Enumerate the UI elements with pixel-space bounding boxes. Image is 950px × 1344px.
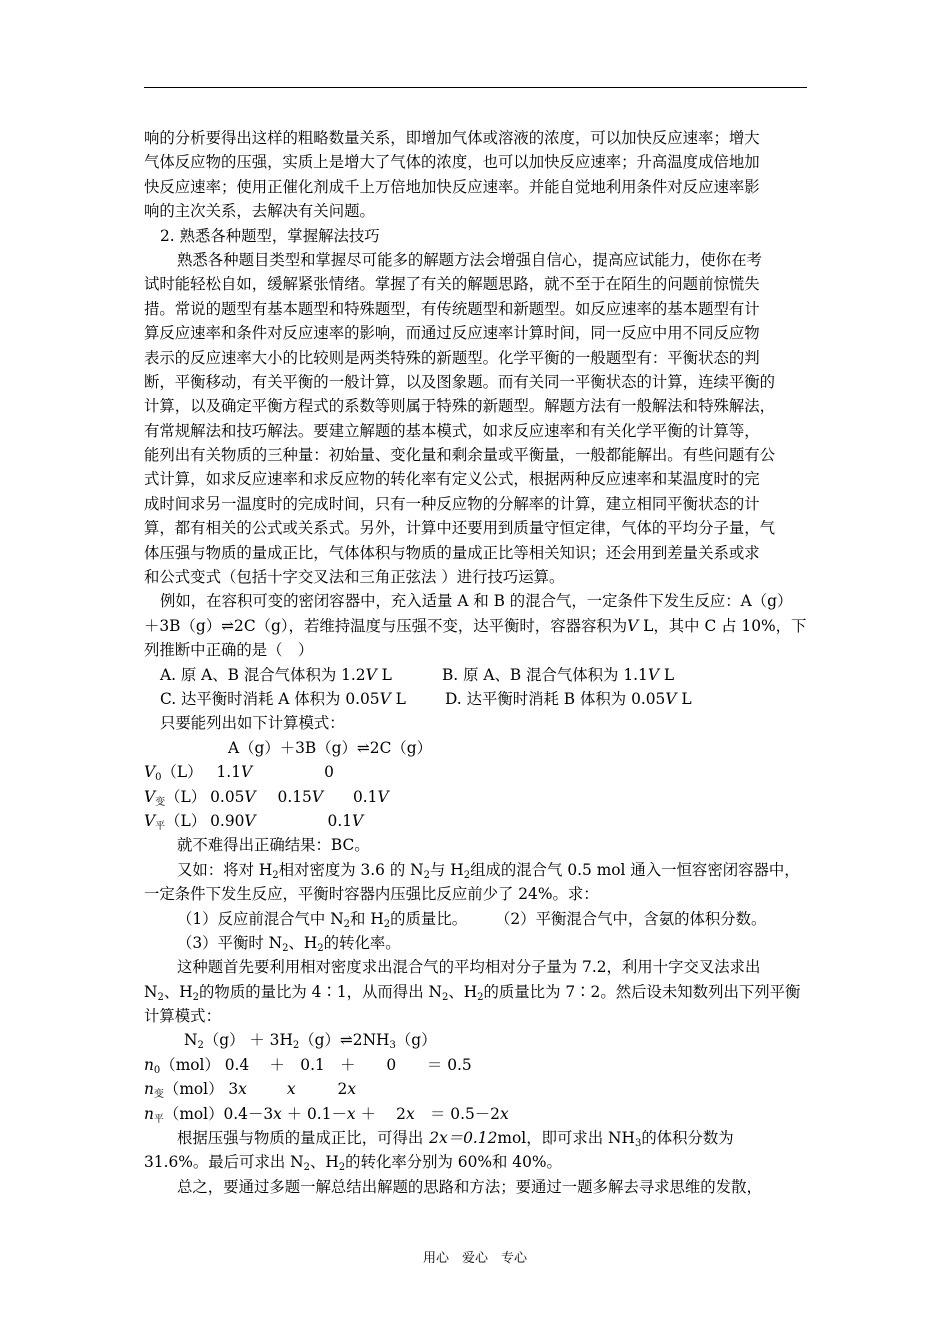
paragraph-line: 措。常说的题型有基本题型和特殊题型，有传统题型和新题型。如反应速率的基本题型有计	[144, 299, 760, 318]
paragraph-line: 断，平衡移动，有关平衡的一般计算，以及图象题。而有关同一平衡状态的计算，连续平衡的	[144, 372, 776, 391]
equilibrium-arrow-icon: ⇌	[356, 738, 370, 757]
calc-intro: 只要能列出如下计算模式：	[160, 714, 345, 733]
body-text	[144, 126, 812, 1199]
paragraph-line: 体压强与物质的量成正比，气体体积与物质的量成正比等相关知识；还会用到差量关系或求	[144, 543, 760, 562]
calc-row-v0: $V_0(L)$ 1.1V 0	[144, 763, 334, 784]
paragraph-line: 式计算，如求反应速率和求反应物的转化率有定义公式，根据两种反应速率和某温度时的完	[144, 470, 760, 489]
paragraph-line: 能列出有关物质的三种量：初始量、变化量和剩余量或平衡量，一般都能解出。有些问题有公	[144, 446, 776, 465]
example1-line: 列推断中正确的是（ ）	[144, 641, 314, 660]
example1-result: 就不难得出正确结果：BC。	[177, 836, 370, 855]
option-c: C. 达平衡时消耗 A 体积为 0.05V L	[160, 689, 406, 708]
paragraph-line: 和公式变式（包括十字交叉法和三角正弦法 ）进行技巧运算。	[144, 568, 565, 587]
question-1: （1）反应前混合气中 $N_2$和 $H_2$的质量比。	[177, 909, 468, 930]
question-2: （2）平衡混合气中，含氨的体积分数。	[495, 909, 767, 928]
result-line: 31.6%。最后可求出 $N_2$、$H_2$的转化率分别为 60%和 40%。	[144, 1153, 562, 1174]
calc-row-n0: $n_0(mol)$ 0.4 ＋ 0.1 ＋ 0 ＝ 0.5	[144, 1055, 472, 1076]
paragraph-line: 响的主次关系，去解决有关问题。	[144, 202, 375, 221]
reaction-equation: A（g）＋3B（g）⇌2C（g）	[228, 738, 432, 757]
paragraph-line: $N_2$、$H_2$的物质的量比为 4∶1，从而得出 $N_2$、$H_2$的质量比为 7∶2。然后设未知数列出下列平衡	[144, 982, 801, 1003]
section-heading: 2. 熟悉各种题型，掌握解法技巧	[160, 226, 380, 245]
paragraph-line: 算反应速率和条件对反应速率的影响，而通过反应速率计算时间，同一反应中用不同反应物	[144, 324, 760, 343]
header-rule	[144, 87, 807, 88]
paragraph-line: 响的分析要得出这样的粗略数量关系，即增加气体或溶液的浓度，可以加快反应速率；增大	[144, 129, 760, 147]
option-d: D. 达平衡时消耗 B 体积为 0.05V L	[445, 689, 692, 708]
paragraph-line: 这种题首先要利用相对密度求出混合气的平均相对分子量为 7.2，利用十字交叉法求出	[177, 958, 761, 977]
paragraph-line: 计算模式：	[144, 1007, 221, 1026]
paragraph-line: 有常规解法和技巧解法。要建立解题的基本模式，如求反应速率和有关化学平衡的计算等，	[144, 421, 760, 440]
paragraph-line: 气体反应物的压强，实质上是增大了气体的浓度，也可以加快反应速率；升高温度成倍地加	[144, 153, 760, 172]
closing-line: 总之，要通过多题一解总结出解题的思路和方法；要通过一题多解去寻求思维的发散，	[177, 1177, 762, 1196]
calc-row-nchange: $n_变(mol)$ 3x x 2x	[144, 1080, 357, 1101]
math-expression: 2x＝0.12	[429, 1129, 498, 1148]
equilibrium-arrow-icon: ⇌	[221, 616, 235, 635]
example1-line: 例如，在容积可变的密闭容器中，充入适量 A 和 B 的混合气，一定条件下发生反应：A（g）	[160, 592, 793, 611]
paragraph-line: 快反应速率；使用正催化剂成千上万倍地加快反应速率。并能自觉地利用条件对反应速率影	[144, 177, 760, 196]
paragraph-line: 表示的反应速率大小的比较则是两类特殊的新题型。化学平衡的一般题型有：平衡状态的判	[144, 348, 760, 367]
option-a: A. 原 A、B 混合气体积为 1.2V L	[160, 665, 392, 684]
result-line: 根据压强与物质的量成正比，可得出 2x＝0.12mol，即可求出 $NH_3$的体积分数为	[177, 1129, 734, 1150]
calc-row-neq: $n_平(mol)0.4-3x + 0.1-x$ ＋ 2x ＝ 0.5－2x	[144, 1104, 509, 1125]
paragraph-line: 算，都有相关的公式或关系式。另外，计算中还要用到质量守恒定律，气体的平均分子量，气	[144, 519, 776, 538]
paragraph-line: 成时间求另一温度时的完成时间，只有一种反应物的分解率的计算，建立相同平衡状态的计	[144, 494, 760, 513]
example1-line: ＋3B（g）⇌2C（g），若维持温度与压强不变，达平衡时，容器容积为V L，其中 C 占 10%，下	[144, 616, 807, 635]
question-row	[144, 907, 812, 931]
example2-line: 又如：将对 $H_2$相对密度为 3.6 的 $N_2$与 $H_2$组成的混合气 0.5 mol 通入一恒容密闭容器中，	[177, 860, 800, 881]
question-3: （3）平衡时 $N_2$、$H_2$的转化率。	[177, 933, 401, 954]
equilibrium-arrow-icon: ⇌	[339, 1031, 353, 1050]
reaction-equation: $N_2(g)$ ＋ $3H_2(g)\rightleftharpoons 2NH_3(g)$	[184, 1031, 437, 1052]
paragraph-line: 计算，以及确定平衡方程式的系数等则属于特殊的新题型。解题方法有一般解法和特殊解法，	[144, 397, 776, 416]
paragraph-line: 熟悉各种题目类型和掌握尽可能多的解题方法会增强自信心，提高应试能力，使你在考	[177, 250, 762, 269]
example2-line: 一定条件下发生反应，平衡时容器内压强比反应前少了 24%。求：	[144, 885, 599, 904]
option-b: B. 原 A、B 混合气体积为 1.1V L	[442, 665, 675, 684]
options-row	[144, 663, 812, 687]
calc-row-vchange: $V_变(L)$ 0.05V 0.15V 0.1V	[144, 787, 389, 808]
page-footer: 用心 爱心 专心	[422, 1251, 527, 1266]
paragraph-line: 试时能轻松自如，缓解紧张情绪。掌握了有关的解题思路，就不至于在陌生的问题前惊慌失	[144, 275, 760, 294]
options-row	[144, 687, 812, 711]
calc-row-veq: $V_平(L)$ 0.90V 0.1V	[144, 811, 364, 832]
